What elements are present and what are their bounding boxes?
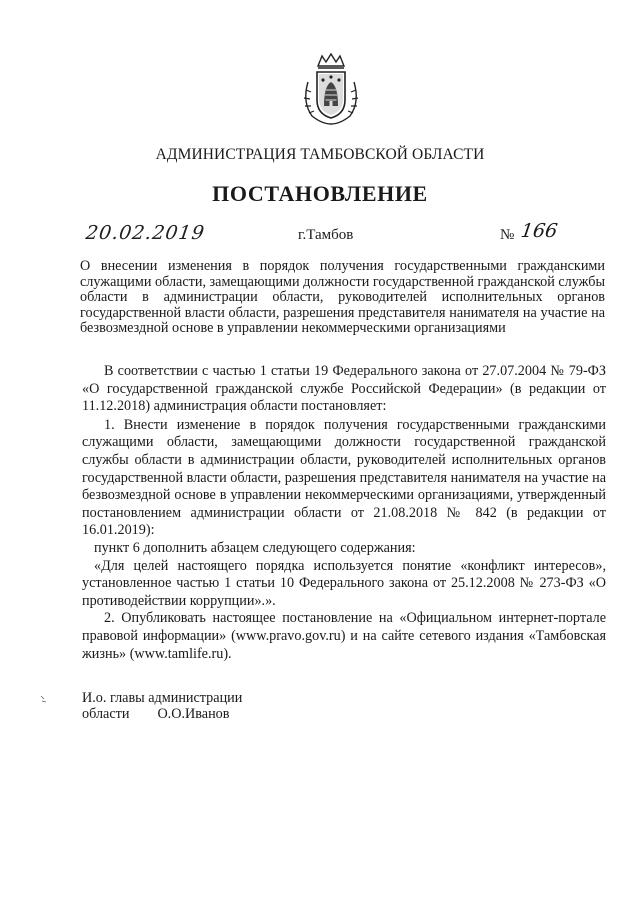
item-1-paragraph: 1. Внести изменение в порядок получения государственными гражданскими служащими области, замещающими должности государственной гражданской службы области в администрации области, руководителей исполнительных органов государственной власти области, разрешения представителя нанимателя на участие на безвозмездной основе в управлении некоммерческими организациями, утвержденный постановлением администрации области от 21.08.2018 № 842 (в редакции от 16.01.2019): — [82, 416, 606, 539]
coat-of-arms-icon — [300, 52, 362, 126]
number-sign: № — [500, 227, 515, 243]
item-1-quote-paragraph: «Для целей настоящего порядка используется понятие «конфликт интересов», установленное частью 1 статьи 10 Федерального закона от 25.12.2008 № 273-ФЗ «О противодействии коррупции».». — [82, 557, 606, 609]
preamble-paragraph: В соответствии с частью 1 статьи 19 Федерального закона от 27.07.2004 № 79-ФЗ «О государственной гражданской службе Российской Федерации» (в редакции от 11.12.2018) администрация области постановляет: — [82, 363, 606, 415]
document-city: г.Тамбов — [298, 227, 354, 243]
document-body — [82, 363, 606, 663]
document-type-title: ПОСТАНОВЛЕНИЕ — [212, 181, 428, 206]
document-date: 20.02.2019 — [84, 222, 207, 244]
margin-mark-icon — [40, 694, 48, 704]
signature-title-region: области — [82, 706, 130, 722]
document-number: 166 — [519, 220, 559, 242]
item-1-subparagraph: пункт 6 дополнить абзацем следующего содержания: — [94, 539, 416, 556]
item-2-paragraph: 2. Опубликовать настоящее постановление на «Официальном интернет-портале правовой информации» (www.pravo.gov.ru) и на сайте сетевого издания «Тамбовская жизнь» (www.tamlife.ru). — [82, 610, 606, 662]
signatory-name: О.О.Иванов — [157, 706, 230, 722]
signature-title: И.о. главы администрации — [82, 690, 243, 706]
organization-title: АДМИНИСТРАЦИЯ ТАМБОВСКОЙ ОБЛАСТИ — [155, 146, 485, 163]
document-subject: О внесении изменения в порядок получения государственными гражданскими служащими области, замещающими должности государственной гражданской службы области в администрации области, руководителей исполнительных органов государственной власти области, разрешения представителя нанимателя на участие на безвозмездной основе в управлении некоммерческими организациями — [80, 258, 605, 337]
signature-block — [82, 690, 242, 722]
